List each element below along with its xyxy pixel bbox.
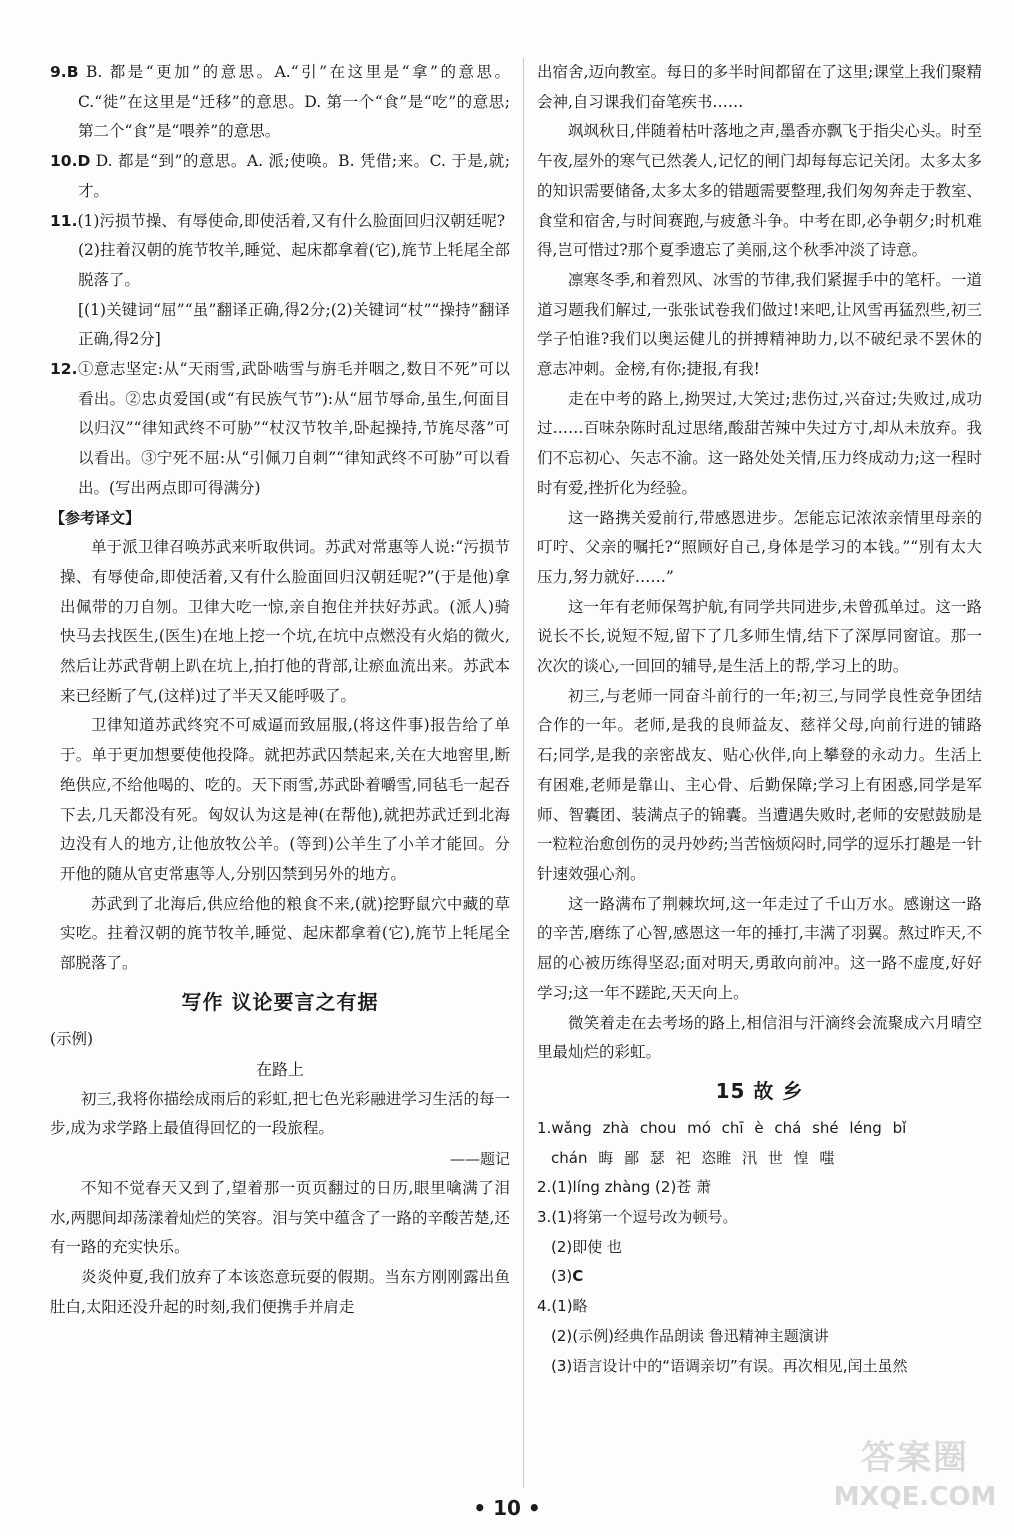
question-number: 10.	[50, 152, 78, 171]
essay-paragraph: 不知不觉春天又到了,望着那一页页翻过的日历,眼里噙满了泪水,两腮间却荡漾着灿烂的笑容。泪与笑中蕴含了一路的辛酸苦楚,还有一路的充实快乐。	[50, 1178, 510, 1257]
left-column	[50, 58, 510, 1322]
pinyin-line: wǎng zhà chou mó chī è chá shé léng bǐ	[551, 1118, 907, 1137]
question-11-part-2: (2)拄着汉朝的旄节牧羊,睡觉、起床都拿着(它),旄节上牦尾全部脱落了。	[78, 241, 510, 289]
lesson-title: 15 故 乡	[715, 1078, 804, 1103]
question-number: 12.	[50, 360, 78, 379]
question-4-part-2: (2)(示例)经典作品朗读 鲁迅精神主题演讲	[551, 1326, 829, 1345]
answer-text: B. 都是“更加”的意思。A.“引”在这里是“拿”的意思。C.“徙”在这里是“迁移”的意思。D. 第一个“食”是“吃”的意思;第二个“食”是“喂养”的意思。	[78, 63, 510, 141]
translation-paragraph: 苏武到了北海后,供应给他的粮食不来,(就)挖野鼠穴中藏的草实吃。拄着汉朝的旄节牧羊,睡觉、起床都拿着(它),旄节上牦尾全部脱落了。	[60, 894, 510, 973]
answer-text: (1)将第一个逗号改为顿号。	[551, 1208, 738, 1227]
essay-title: 在路上	[255, 1059, 304, 1079]
question-number: 3.	[537, 1208, 552, 1227]
part-label: (3)	[551, 1267, 573, 1286]
example-label: (示例)	[50, 1029, 94, 1048]
question-number: 2.	[537, 1178, 552, 1197]
essay-paragraph: 这一年有老师保驾护航,有同学共同进步,未曾孤单过。这一路说长不长,说短不短,留下了几多师生情,结下了深厚同窗谊。那一次次的谈心,一回回的辅导,是生活上的帮,学习上的助。	[537, 597, 982, 676]
epigraph-signature: ——题记	[449, 1149, 510, 1168]
question-2	[537, 1173, 982, 1203]
essay-paragraph: 这一路携关爱前行,带感恩进步。怎能忘记浓浓亲情里母亲的叮咛、父亲的嘱托?“照顾好自己,身体是学习的本钱。”“別有太大压力,努力就好……”	[537, 508, 982, 586]
essay-paragraph: 走在中考的路上,拗哭过,大笑过;悲伤过,兴奋过;失败过,成功过……百味杂陈时乱过思绪,酸甜苦辣中失过方寸,却从未放弃。我们不忘初心、矢志不渝。这一路处处关情,压力终成动力;这一程时时有爱,挫折化为经验。	[537, 389, 982, 497]
translation-paragraph: 单于派卫律召唤苏武来听取供词。苏武对常惠等人说:“污损节操、有辱使命,即使活着,又有什么脸面回归汉朝廷呢?”(于是他)拿出佩带的刀自刎。卫律大吃一惊,亲自抱住并扶好苏武。(派人)骑快马去找医生,(医生)在地上挖一个坑,在坑中点燃没有火焰的微火,然后让苏武背朝上趴在坑上,拍打他的背部,让瘀血流出来。苏武本来已经断了气,(这样)过了半天又能呼吸了。	[60, 538, 510, 705]
column-divider	[523, 58, 524, 1488]
answer-text: (1)líng zhàng (2)苍 萧	[551, 1178, 712, 1197]
question-number: 9.	[50, 63, 67, 81]
question-3	[537, 1203, 982, 1233]
page-number: • 10 •	[473, 1496, 541, 1520]
question-1-pinyin	[537, 1114, 982, 1144]
question-11-scoring: [(1)关键词“屈”“虽”翻译正确,得2分;(2)关键词“杖”“操持”翻译正确,得2分]	[78, 300, 510, 349]
essay-paragraph: 微笑着走在去考场的路上,相信泪与汗滴终会流聚成六月晴空里最灿烂的彩虹。	[537, 1013, 982, 1062]
answer-text: (1)污损节操、有辱使命,即使活着,又有什么脸面回归汉朝廷呢?	[77, 211, 506, 230]
answer-letter: B	[66, 63, 79, 81]
question-3-part-3	[537, 1262, 982, 1292]
question-12	[50, 355, 510, 504]
essay-paragraph: 初三,与老师一同奋斗前行的一年;初三,与同学良性竞争团结合作的一年。老师,是我的良师益友、慈祥父母,向前行进的铺路石;同学,是我的亲密战友、贴心伙伴,向上攀登的永动力。生活上有困难,老师是靠山、主心骨、后勤保障;学习上有困惑,同学是军师、智囊团、装满点子的锦囊。当遭遇失败时,老师的安慰鼓励是一粒粒治愈创伤的灵丹妙药;当苦恼烦闷时,同学的逗乐打趣是一针针速效强心剂。	[537, 686, 982, 883]
question-3-part-2: (2)即使 也	[551, 1237, 623, 1256]
essay-paragraph: 炎炎仲夏,我们放弃了本该恣意玩耍的假期。当东方刚刚露出鱼肚白,太阳还没升起的时刻,我们便携手并肩走	[50, 1268, 510, 1316]
question-1-characters: chán 晦 鄙 瑟 祀 恣睢 汛 世 惶 嗤	[551, 1148, 835, 1167]
question-10	[50, 147, 510, 206]
question-4-part-3: (3)语言设计中的“语调亲切”有误。再次相见,闰土虽然	[551, 1356, 908, 1375]
essay-epigraph: 初三,我将你描绘成雨后的彩虹,把七色光彩融进学习生活的每一步,成为求学路上最值得回忆的一段旅程。	[50, 1089, 510, 1138]
question-number: 1.	[537, 1118, 552, 1137]
answer-letter: C	[572, 1267, 584, 1286]
question-4	[537, 1292, 982, 1322]
watermark-logo	[830, 1436, 1000, 1526]
question-number: 11.	[50, 211, 78, 230]
essay-paragraph-continued: 出宿舍,迈向教室。每日的多半时间都留在了这里;课堂上我们聚精会神,自习课我们奋笔疾书……	[537, 63, 982, 111]
right-column	[537, 58, 982, 1381]
translation-paragraph: 卫律知道苏武终究不可威逼而致屈服,(将这件事)报告给了单于。单于更加想要使他投降。就把苏武囚禁起来,关在大地窖里,断绝供应,不给他喝的、吃的。天下雨雪,苏武卧着嚼雪,同毡毛一起吞下去,几天都没有死。匈奴认为这是神(在帮他),就把苏武迁到北海边没有人的地方,让他放牧公羊。(等到)公羊生了小羊才能回。分开他的随从官吏常惠等人,分别囚禁到另外的地方。	[60, 716, 510, 883]
watermark-text: 答案圈	[861, 1438, 969, 1478]
answer-text: D. 都是“到”的意思。A. 派;使唤。B. 凭借;来。C. 于是,就;才。	[78, 152, 510, 200]
essay-paragraph: 凛寒冬季,和着烈风、冰雪的节律,我们紧握手中的笔杆。一道道习题我们解过,一张张试卷我们做过!来吧,让风雪再猛烈些,初三学子怕谁?我们以奥运健儿的拼搏精神助力,以不破纪录不罢休的意志冲刺。金榜,有你;捷报,有我!	[537, 270, 982, 379]
answer-letter: D	[77, 152, 91, 171]
watermark-url: MXQE.COM	[833, 1482, 997, 1512]
reference-translation-label: 【参考译文】	[50, 508, 141, 527]
answer-text: (1)略	[551, 1297, 588, 1316]
writing-section-title: 写作 议论要言之有据	[181, 989, 379, 1014]
essay-paragraph: 这一路满布了荆棘坎坷,这一年走过了千山万水。感谢这一路的辛苦,磨练了心智,感恩这一年的捶打,丰满了羽翼。熬过昨天,不屈的心被历练得坚忍;面对明天,勇敢向前冲。这一路不虚度,好好学习;这一年不蹉跎,天天向上。	[537, 894, 982, 1002]
question-11	[50, 207, 510, 237]
answer-text: ①意志坚定:从“天雨雪,武卧啮雪与旃毛并咽之,数日不死”可以看出。②忠贞爱国(或“有民族气节”):从“屈节辱命,虽生,何面目以归汉”“律知武终不可胁”“杖汉节牧羊,卧起操持,节旄尽落”可以看出。③宁死不屈:从“引佩刀自刺”“律知武终不可胁”可以看出。(写出两点即可得满分)	[77, 360, 510, 497]
essay-paragraph: 飒飒秋日,伴随着枯叶落地之声,墨香亦飘飞于指尖心头。时至午夜,屋外的寒气已然袭人,记忆的闸门却每每忘记关闭。太多太多的知识需要储备,太多太多的错题需要整理,我们匆匆奔走于教室、食堂和宿舍,与时间赛跑,与疲惫斗争。中考在即,必争朝夕;时机难得,岂可惜过?那个夏季遗忘了美丽,这个秋季冲淡了诗意。	[537, 122, 982, 260]
question-number: 4.	[537, 1297, 552, 1316]
question-9	[50, 58, 510, 147]
